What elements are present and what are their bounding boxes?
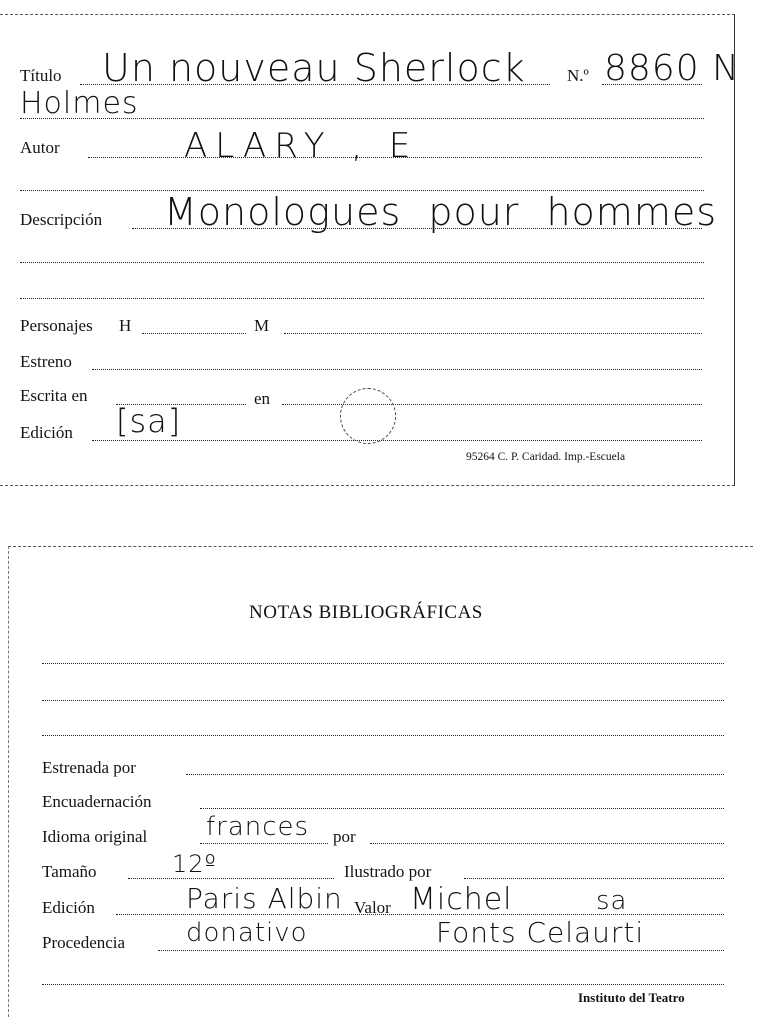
idioma-value: frances	[206, 812, 310, 842]
procedencia-line	[158, 950, 724, 951]
procedencia-value-2: Fonts Celaurti	[436, 916, 645, 949]
notas-line-3	[42, 735, 724, 736]
tamano-line	[128, 878, 334, 879]
notas-line-2	[42, 700, 724, 701]
tamano-value: 12º	[172, 850, 217, 878]
estrenada-label: Estrenada por	[42, 758, 136, 777]
idioma-label: Idioma original	[42, 827, 148, 846]
titulo-value: Un nouveau Sherlock	[102, 46, 526, 90]
procedencia-label: Procedencia	[42, 933, 126, 952]
edicion-value-2: Michel	[410, 882, 513, 917]
printer-imprint: 95264 C. P. Caridad. Imp.-Escuela	[466, 451, 626, 463]
personajes-m-label: M	[254, 316, 270, 335]
idioma-line	[200, 843, 328, 844]
estreno-label: Estreno	[20, 352, 72, 371]
idioma-por-label: por	[333, 827, 356, 846]
edicion-value-3: sa	[596, 886, 628, 916]
personajes-m-line	[284, 333, 702, 334]
personajes-h-label: H	[119, 316, 132, 335]
titulo-value-cont: Holmes	[20, 86, 139, 121]
escrita-label: Escrita en	[20, 386, 88, 405]
final-line	[42, 984, 724, 985]
tamano-label: Tamaño	[42, 862, 97, 881]
encuadernacion-line	[200, 808, 724, 809]
ilustrado-line	[464, 878, 724, 879]
edicion-label: Edición	[20, 423, 73, 442]
estrenada-line	[186, 774, 724, 775]
personajes-label: Personajes	[20, 316, 93, 335]
procedencia-value-1: donativo	[186, 918, 308, 948]
numero-label: N.º	[567, 66, 589, 85]
encuadernacion-label: Encuadernación	[42, 792, 152, 811]
escrita-en-label: en	[254, 389, 271, 408]
ilustrado-label: Ilustrado por	[344, 862, 432, 881]
numero-line	[602, 84, 702, 85]
edicion-line	[92, 440, 702, 441]
personajes-h-line	[142, 333, 246, 334]
estreno-line	[92, 369, 702, 370]
idioma-por-line	[370, 843, 724, 844]
descripcion-label: Descripción	[20, 210, 103, 229]
edicion-value-1: Paris Albin	[186, 882, 343, 915]
titulo-line-2	[20, 118, 704, 119]
valor-label: Valor	[354, 898, 391, 917]
edicion-back-label: Edición	[42, 898, 95, 917]
autor-value: ALARY , E	[184, 126, 419, 166]
descripcion-value: Monologues pour hommes	[164, 190, 718, 234]
notas-heading: NOTAS BIBLIOGRÁFICAS	[249, 602, 483, 623]
institution-footer: Instituto del Teatro	[578, 990, 685, 1005]
numero-value: 8860 N	[604, 48, 740, 89]
descripcion-line-2	[20, 262, 704, 263]
titulo-label: Título	[20, 66, 62, 85]
autor-label: Autor	[20, 138, 60, 157]
punch-hole	[340, 388, 396, 444]
edicion-value: [sa]	[116, 402, 182, 440]
descripcion-line-3	[20, 298, 704, 299]
notas-line-1	[42, 663, 724, 664]
